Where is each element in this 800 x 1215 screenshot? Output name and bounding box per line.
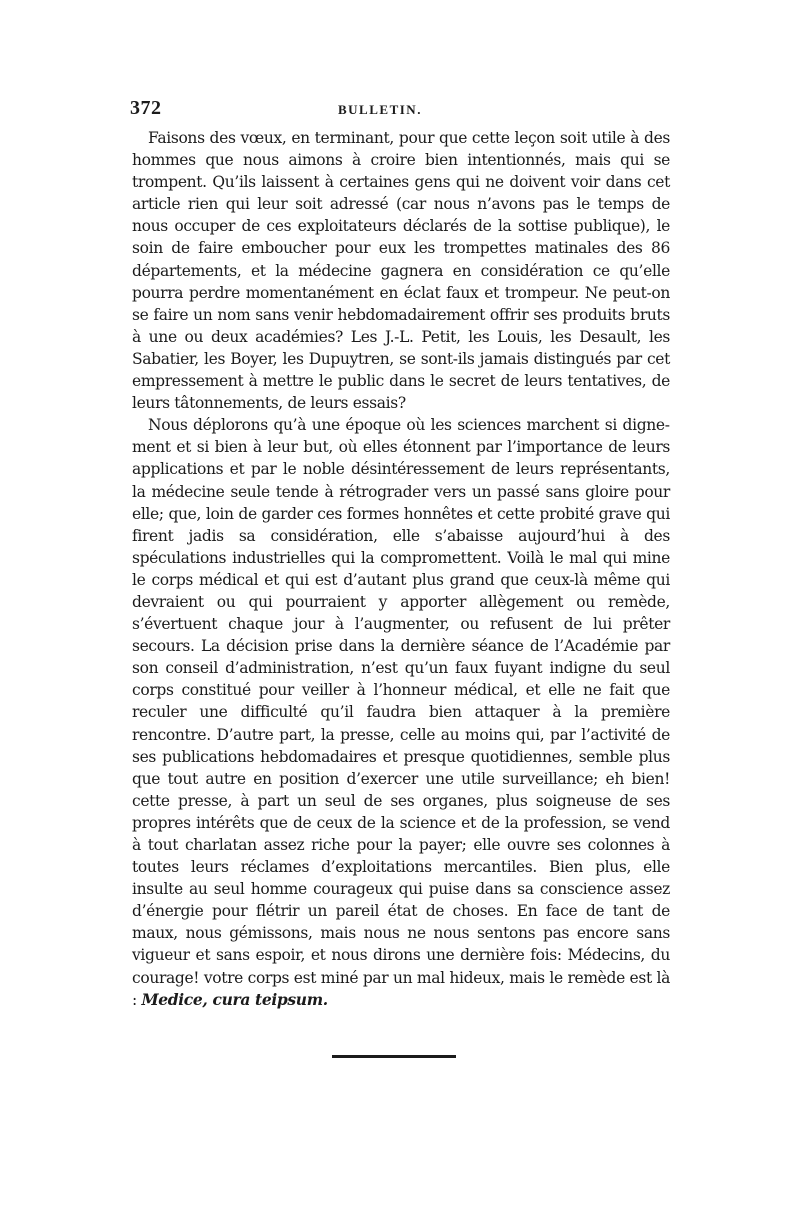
paragraph-1: Faisons des vœux, en terminant, pour que cette leçon soit utile à des hommes que nous aimons à croire bien intentionnés, mais qui se trompent. Qu’ils laissent à certaines gens qui ne doivent voir dans cet article rien qui leur soit adressé (car nous n’avons pas le temps de nous occuper de ces exploitateurs déclarés de la sottise publique), le soin de faire emboucher pour eux les trompettes matinales des 86 départements, et la médecine gagnera en considération ce qu’elle pourra perdre momentanément en éclat faux et trompeur. Ne peut-on se faire un nom sans venir hebdomadairement offrir ses produits bruts à une ou deux académies? Les J.-L. Petit, les Louis, les Desault, les Sabatier, les Boyer, les Dupuytren, se sont-ils jamais distingués par cet empressement à mettre le public dans le secret de leurs tentatives, de leurs tâtonnements, de leurs essais? (132, 129, 670, 413)
body-text (132, 127, 670, 1011)
closing-latin-phrase: Medice, cura teipsum. (141, 989, 328, 1009)
running-head (130, 97, 680, 121)
running-title: BULLETIN. (338, 102, 422, 117)
paragraph-2-text: Nous déplorons qu’à une époque où les sciences marchent si dignement et si bien à leur but, où elles étonnent par l’importance de leurs applications et par le noble désintéressement de leurs représentants, la médecine seule tende à rétrograder vers un passé sans gloire pour elle; que, loin de garder ces formes honnêtes et cette probité grave qui firent jadis sa considération, elle s’abaisse aujourd’hui à des spéculations industrielles qui la compromettent. Voilà le mal qui mine le corps médical et qui est d’autant plus grand que ceux-là même qui devraient ou qui pourraient y apporter allègement ou remède, s’évertuent chaque jour à l’augmenter, ou refusent de lui prêter secours. La décision prise dans la dernière séance de l’Académie par son conseil d’administration, n’est qu’un faux fuyant indigne du seul corps constitué pour veiller à l’honneur médical, et elle ne fait que reculer une difficulté qu’il faudra bien attaquer à la première rencontre. D’autre part, la presse, celle au moins qui, par l’activité de ses publications hebdomadaires et presque quotidiennes, semble plus que tout autre en position d’exercer une utile surveillance; eh bien! cette presse, à part un seul de ses organes, plus soigneuse de ses propres intérêts que de ceux de la science et de la profession, se vend à tout charlatan assez riche pour la payer; elle ouvre ses colonnes à toutes leurs réclames d’exploitations mercantiles. Bien plus, elle insulte au seul homme courageux qui puise dans sa conscience assez d’énergie pour flétrir un pareil état de choses. En face de tant de maux, nous gémissons, mais nous ne nous sentons pas encore sans vigueur et sans espoir, et nous dirons une dernière fois: Médecins, du courage! votre corps est miné par un mal hideux, mais le remède est là : (132, 416, 670, 1009)
paragraph-2 (132, 414, 670, 1011)
section-end-rule (332, 1055, 456, 1058)
page-number: 372 (130, 97, 162, 119)
